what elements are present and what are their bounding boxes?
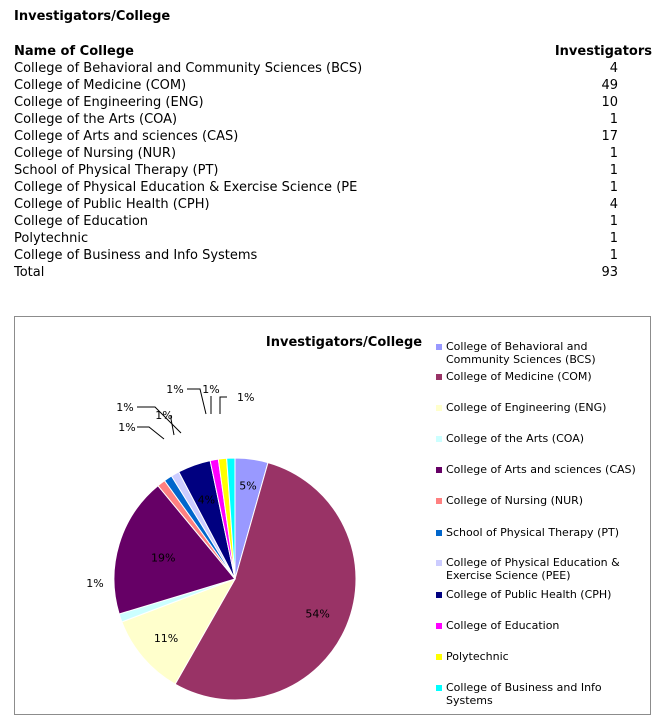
table-row (14, 230, 652, 247)
legend-label: College of Public Health (CPH) (446, 588, 612, 601)
legend-label: Polytechnic (446, 650, 509, 663)
investigator-count-cell: 1 (609, 146, 618, 161)
slice-percent-label: 1% (202, 383, 220, 396)
table-row (14, 77, 652, 94)
legend-swatch (436, 344, 442, 350)
slice-percent-label: 1% (116, 401, 134, 414)
legend-swatch (436, 405, 442, 411)
legend-label: College of Nursing (NUR) (446, 494, 584, 507)
legend-swatch (436, 654, 442, 660)
investigator-count-cell: 93 (601, 265, 618, 280)
college-name-cell: School of Physical Therapy (PT) (14, 163, 219, 178)
slice-percent-label: 4% (197, 493, 216, 507)
legend-swatch (436, 560, 442, 566)
college-name-cell: Total (14, 265, 45, 280)
slice-percent-label: 54% (305, 607, 330, 621)
pie-chart (14, 316, 651, 715)
investigator-count-cell: 1 (609, 180, 618, 195)
table-row (14, 145, 652, 162)
college-name-cell: College of Arts and sciences (CAS) (14, 129, 239, 144)
table-row (14, 128, 652, 145)
table-row (14, 94, 652, 111)
table-total-row (14, 264, 652, 281)
investigator-count-cell: 1 (609, 112, 618, 127)
legend-swatch (436, 530, 442, 536)
legend-label: College of Behavioral and Community Sciences (BCS) (446, 340, 596, 366)
table-row (14, 247, 652, 264)
page-title: Investigators/College (14, 9, 171, 24)
investigator-count-cell: 4 (609, 61, 618, 76)
legend-label: College of Education (446, 619, 560, 632)
college-name-cell: College of Business and Info Systems (14, 248, 258, 263)
college-name-cell: College of Public Health (CPH) (14, 197, 210, 212)
college-name-cell: College of Physical Education & Exercise Science (PE (14, 180, 358, 195)
legend-swatch (436, 685, 442, 691)
table-row (14, 111, 652, 128)
investigator-count-cell: 1 (609, 163, 618, 178)
legend-label: College of Business and Info Systems (446, 681, 602, 707)
legend-swatch (436, 592, 442, 598)
investigator-count-cell: 17 (601, 129, 618, 144)
slice-percent-label: 5% (239, 479, 257, 493)
slice-percent-label: 11% (153, 631, 179, 645)
legend-swatch (436, 498, 442, 504)
investigator-count-cell: 10 (601, 95, 618, 110)
college-name-cell: College of Education (14, 214, 149, 229)
legend-swatch (436, 436, 442, 442)
table-row (14, 196, 652, 213)
table-row (14, 60, 652, 77)
table-row (14, 179, 652, 196)
college-name-cell: College of the Arts (COA) (14, 112, 178, 127)
slice-percent-label: 1% (155, 409, 173, 422)
investigator-count-cell: 4 (609, 197, 618, 212)
chart-title: Investigators/College (265, 335, 423, 350)
college-name-cell: College of Nursing (NUR) (14, 146, 177, 161)
slice-percent-label: 1% (237, 391, 255, 404)
leader-line (220, 397, 227, 414)
college-name-cell: Polytechnic (14, 231, 89, 246)
investigator-count-cell: 1 (609, 248, 618, 263)
slice-percent-label: 1% (86, 577, 104, 590)
legend-swatch (436, 467, 442, 473)
legend-label: College of the Arts (COA) (446, 432, 585, 445)
legend-swatch (436, 623, 442, 629)
investigator-count-cell: 1 (609, 231, 618, 246)
college-name-cell: College of Medicine (COM) (14, 78, 187, 93)
legend-label: College of Arts and sciences (CAS) (446, 463, 636, 476)
legend-label: College of Medicine (COM) (446, 370, 592, 383)
investigator-count-cell: 49 (601, 78, 618, 93)
slice-percent-label: 1% (166, 383, 184, 396)
table-header-row (14, 43, 652, 60)
leader-line (137, 427, 164, 439)
table-row (14, 162, 652, 179)
column-header-investigators: Investigators (554, 44, 652, 59)
slice-percent-label: 1% (118, 421, 136, 434)
legend-label: School of Physical Therapy (PT) (446, 526, 620, 539)
investigators-table (14, 43, 652, 281)
investigator-count-cell: 1 (609, 214, 618, 229)
slice-percent-label: 19% (150, 551, 176, 565)
table-row (14, 213, 652, 230)
legend-swatch (436, 374, 442, 380)
legend-label: College of Physical Education & Exercise Science (PEE) (446, 556, 620, 582)
legend-label: College of Engineering (ENG) (446, 401, 607, 414)
column-header-college: Name of College (14, 44, 134, 59)
college-name-cell: College of Behavioral and Community Sciences (BCS) (14, 61, 363, 76)
college-name-cell: College of Engineering (ENG) (14, 95, 204, 110)
